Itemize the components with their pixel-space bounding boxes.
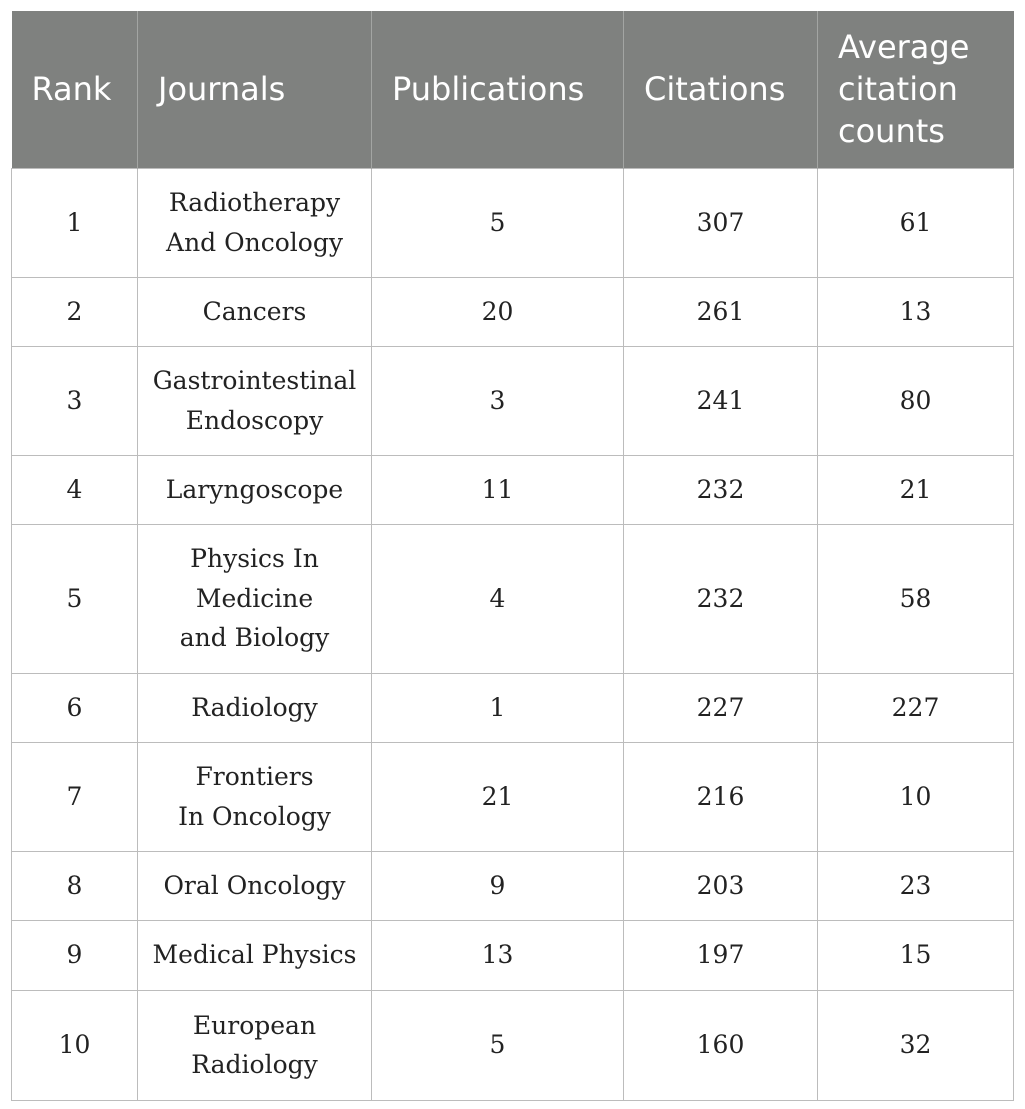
publications-cell: 11 (372, 455, 624, 524)
average-cell: 15 (818, 920, 1014, 990)
table-row (12, 346, 1014, 455)
journal-cell: European Radiology (138, 990, 372, 1100)
publications-cell: 13 (372, 920, 624, 990)
publications-cell: 9 (372, 851, 624, 920)
journal-cell: Physics In Medicine and Biology (138, 524, 372, 673)
publications-cell: 3 (372, 346, 624, 455)
average-cell: 32 (818, 990, 1014, 1100)
table-row (12, 742, 1014, 851)
rank-cell: 4 (12, 455, 138, 524)
rank-cell: 1 (12, 168, 138, 277)
publications-cell: 20 (372, 277, 624, 346)
table-row (12, 990, 1014, 1100)
average-cell: 23 (818, 851, 1014, 920)
rank-cell: 7 (12, 742, 138, 851)
citations-cell: 197 (624, 920, 818, 990)
rank-cell: 6 (12, 673, 138, 742)
table-row (12, 277, 1014, 346)
publications-cell: 4 (372, 524, 624, 673)
header-journals: Journals (138, 11, 372, 168)
table-row (12, 920, 1014, 990)
table-header (12, 11, 1014, 168)
citations-cell: 227 (624, 673, 818, 742)
average-cell: 58 (818, 524, 1014, 673)
journal-cell: Oral Oncology (138, 851, 372, 920)
journal-cell: Laryngoscope (138, 455, 372, 524)
table-row (12, 524, 1014, 673)
average-cell: 227 (818, 673, 1014, 742)
table-row (12, 455, 1014, 524)
journal-cell: Radiology (138, 673, 372, 742)
journal-cell: Frontiers In Oncology (138, 742, 372, 851)
rank-cell: 10 (12, 990, 138, 1100)
average-cell: 13 (818, 277, 1014, 346)
rank-cell: 2 (12, 277, 138, 346)
average-cell: 21 (818, 455, 1014, 524)
table-body (12, 168, 1014, 1100)
average-cell: 10 (818, 742, 1014, 851)
citations-cell: 232 (624, 455, 818, 524)
publications-cell: 5 (372, 990, 624, 1100)
citations-cell: 216 (624, 742, 818, 851)
rank-cell: 5 (12, 524, 138, 673)
rank-cell: 3 (12, 346, 138, 455)
average-cell: 61 (818, 168, 1014, 277)
citations-cell: 203 (624, 851, 818, 920)
citations-cell: 261 (624, 277, 818, 346)
table-row (12, 168, 1014, 277)
header-citations: Citations (624, 11, 818, 168)
table-row (12, 851, 1014, 920)
journal-cell: Radiotherapy And Oncology (138, 168, 372, 277)
journal-cell: Medical Physics (138, 920, 372, 990)
header-row (12, 11, 1014, 168)
header-publications: Publications (372, 11, 624, 168)
rank-cell: 8 (12, 851, 138, 920)
citations-cell: 307 (624, 168, 818, 277)
publications-cell: 1 (372, 673, 624, 742)
table-row (12, 673, 1014, 742)
header-average-citation-counts: Average citation counts (818, 11, 1014, 168)
citations-cell: 241 (624, 346, 818, 455)
journal-cell: Cancers (138, 277, 372, 346)
publications-cell: 21 (372, 742, 624, 851)
header-rank: Rank (12, 11, 138, 168)
average-cell: 80 (818, 346, 1014, 455)
citations-cell: 160 (624, 990, 818, 1100)
rank-cell: 9 (12, 920, 138, 990)
journals-table (11, 11, 1014, 1101)
citations-cell: 232 (624, 524, 818, 673)
publications-cell: 5 (372, 168, 624, 277)
journal-cell: Gastrointestinal Endoscopy (138, 346, 372, 455)
